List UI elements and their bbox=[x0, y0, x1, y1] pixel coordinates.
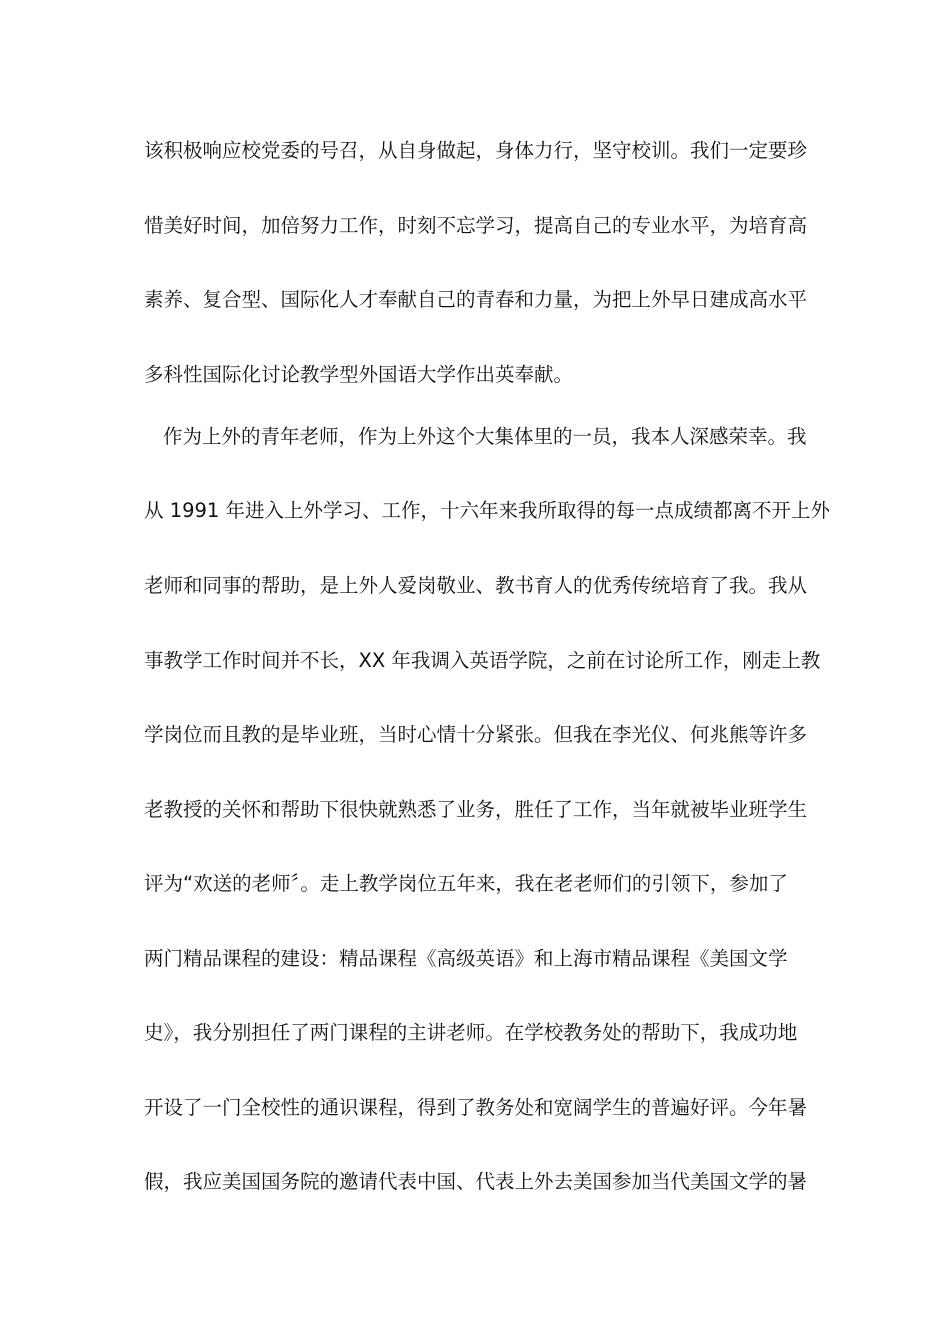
text-line-6: 从 1991 年进入上外学习、工作，十六年来我所取得的每一点成绩都离不开上外 bbox=[144, 499, 831, 522]
text-line-3: 素养、复合型、国际化人才奉献自己的青春和力量，为把上外早日建成高水平 bbox=[144, 288, 808, 311]
text-line-13: 史》，我分别担任了两门课程的主讲老师。在学校教务处的帮助下，我成功地 bbox=[144, 1021, 798, 1044]
text-line-9: 学岗位而且教的是毕业班，当时心情十分紧张。但我在李光仪、何兆熊等许多 bbox=[144, 723, 808, 746]
text-line-2: 惜美好时间，加倍努力工作，时刻不忘学习，提高自己的专业水平，为培育高 bbox=[144, 214, 808, 237]
text-line-5: 作为上外的青年老师，作为上外这个大集体里的一员，我本人深感荣幸。我 bbox=[163, 425, 807, 448]
text-line-12: 两门精品课程的建设：精品课程《高级英语》和上海市精品课程《美国文学 bbox=[144, 947, 788, 970]
text-line-14: 开设了一门全校性的通识课程，得到了教务处和宽阔学生的普遍好评。今年暑 bbox=[144, 1096, 808, 1119]
text-line-1: 该积极响应校党委的号召，从自身做起，身体力行，坚守校训。我们一定要珍 bbox=[144, 139, 808, 162]
text-line-11: 评为“欢送的老师〞。走上教学岗位五年来，我在老老师们的引领下，参加了 bbox=[144, 872, 788, 895]
text-line-4: 多科性国际化讨论教学型外国语大学作出英奉献。 bbox=[144, 363, 574, 386]
text-line-10: 老教授的关怀和帮助下很快就熟悉了业务，胜任了工作，当年就被毕业班学生 bbox=[144, 798, 808, 821]
text-line-15: 假，我应美国国务院的邀请代表中国、代表上外去美国参加当代美国文学的暑 bbox=[144, 1170, 808, 1193]
text-line-8: 事教学工作时间并不长，XX 年我调入英语学院，之前在讨论所工作，刚走上教 bbox=[144, 649, 821, 672]
text-line-7: 老师和同事的帮助，是上外人爱岗敬业、教书育人的优秀传统培育了我。我从 bbox=[144, 574, 808, 597]
